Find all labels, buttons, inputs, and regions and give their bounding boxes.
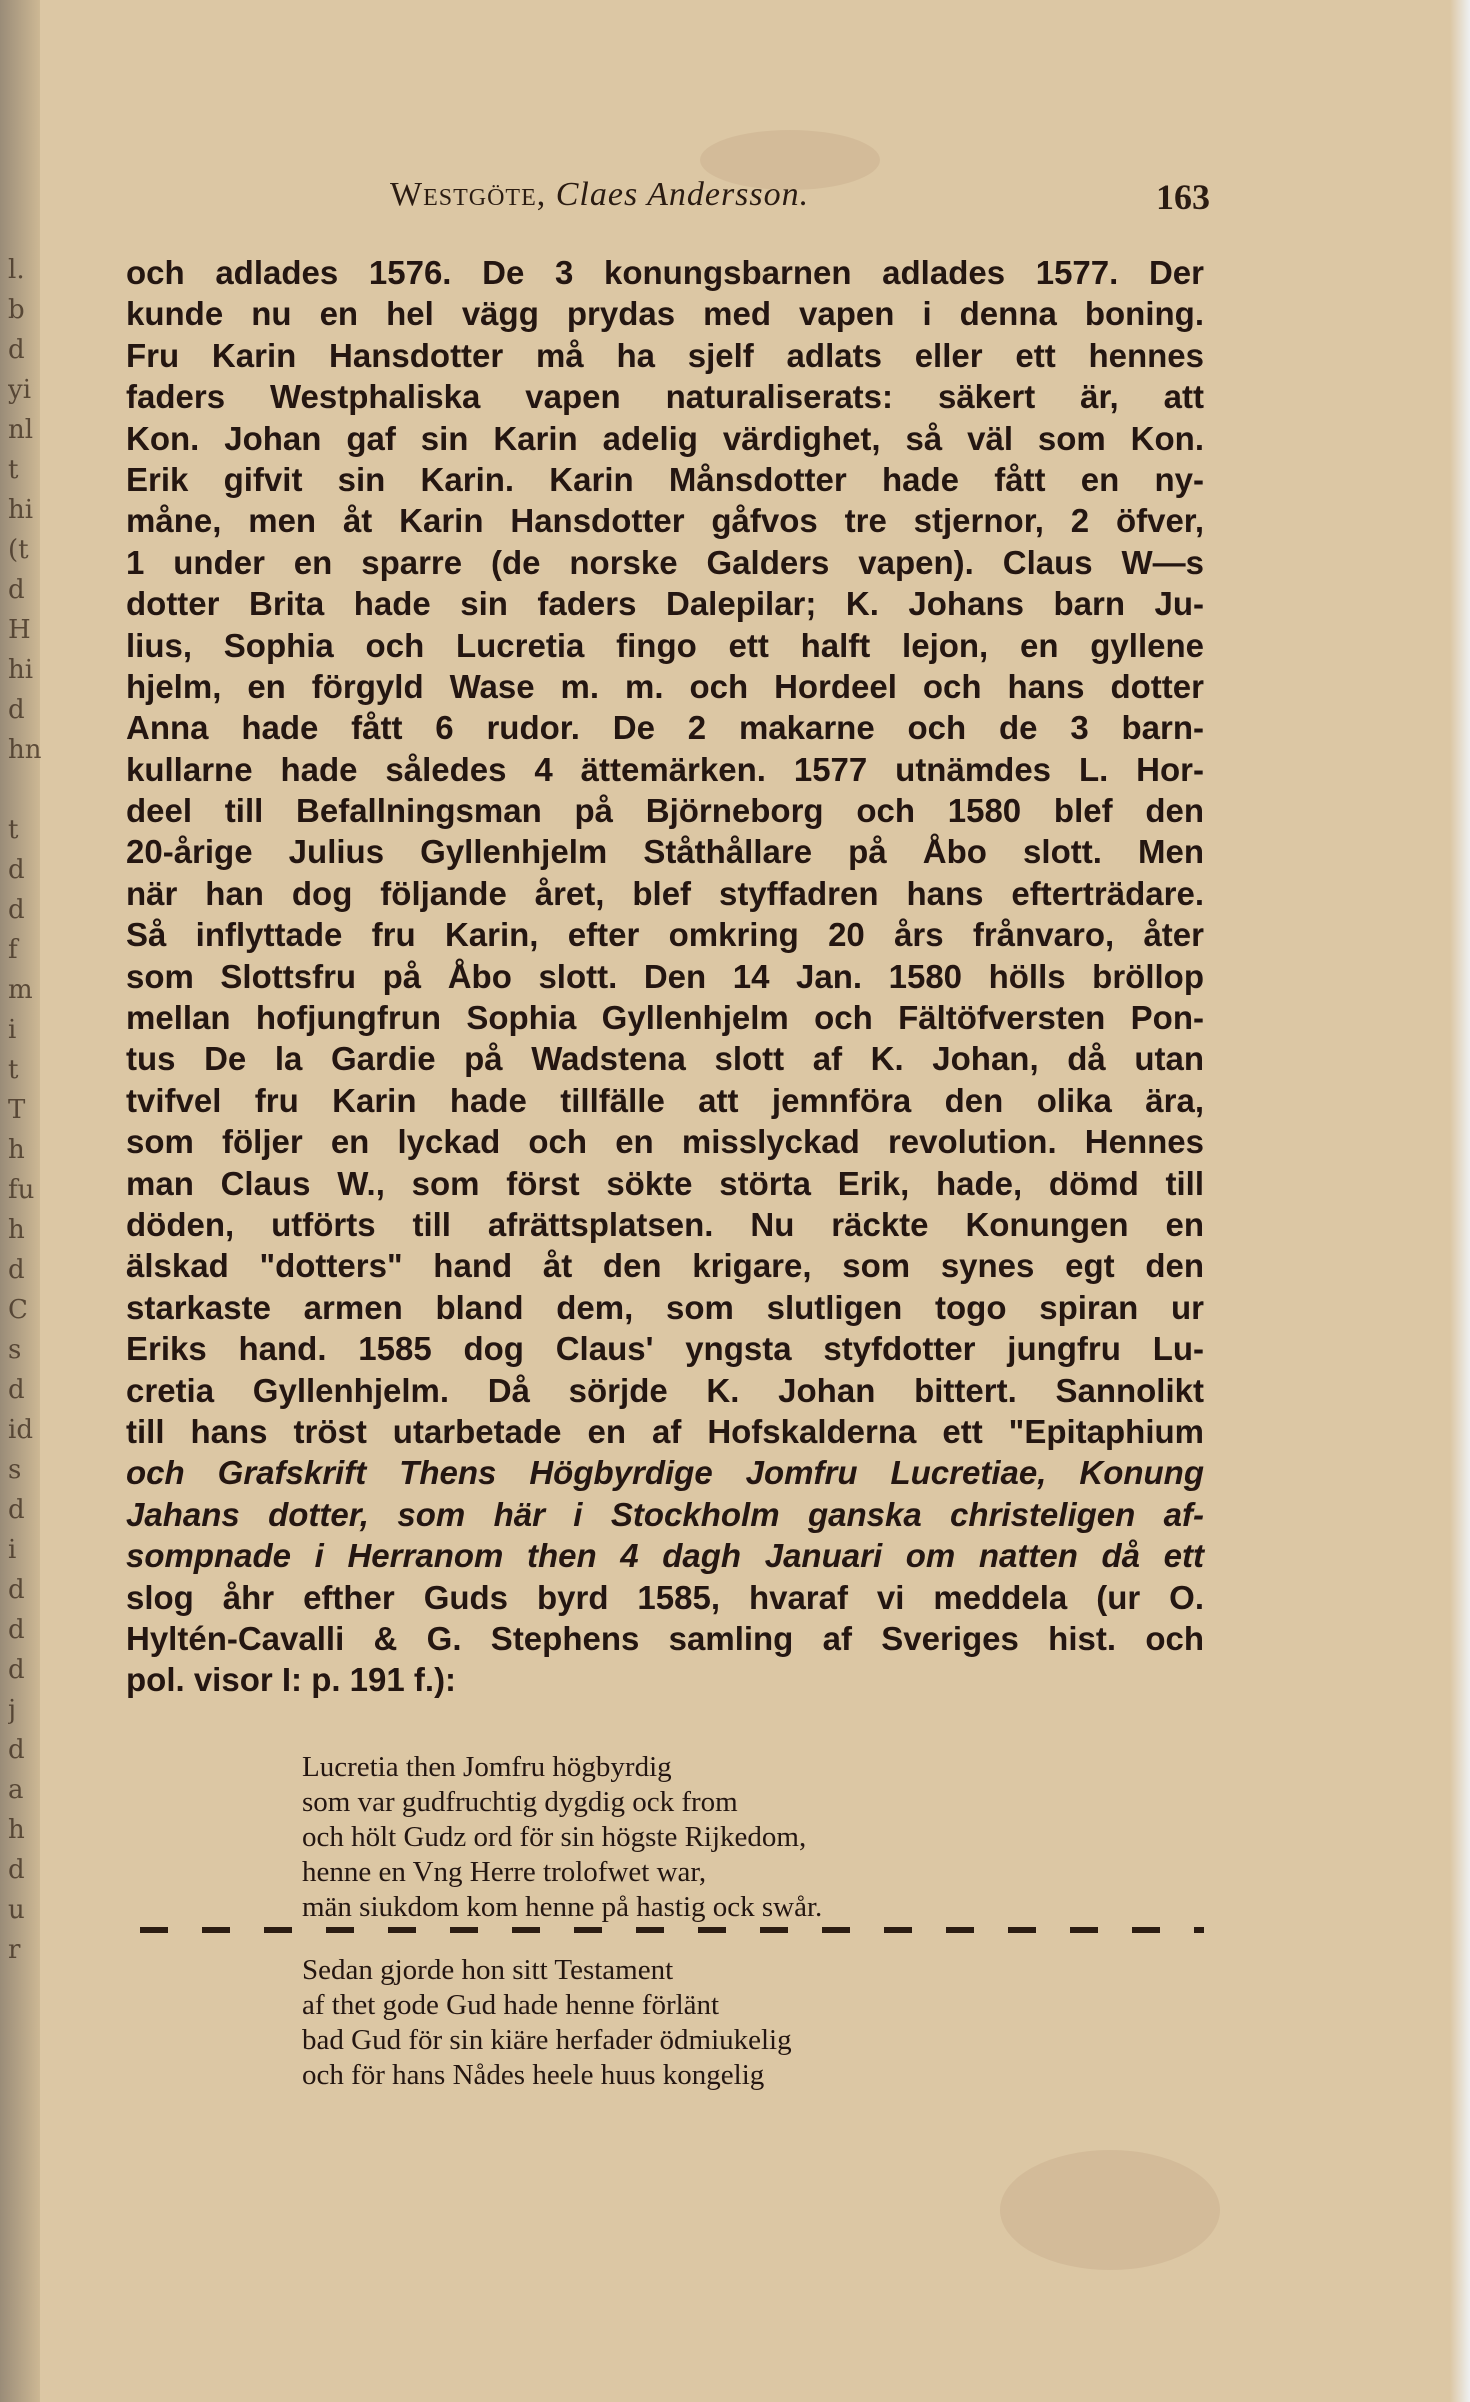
- body-paragraph: [126, 252, 1204, 1701]
- text-line: mellan hofjungfrun Sophia Gyllenhjelm och Fältöfversten Pon-: [126, 999, 1204, 1037]
- poem-line: bad Gud för sin kiäre herfader ödmiukelig: [302, 2024, 792, 2056]
- text-line: Kon. Johan gaf sin Karin adelig värdighet, så väl som Kon.: [126, 419, 1204, 457]
- text-line: Så inflyttade fru Karin, efter omkring 20 års frånvaro, åter: [126, 916, 1204, 954]
- poem-line: Lucretia then Jomfru högbyrdig: [302, 1751, 672, 1783]
- text-line: lius, Sophia och Lucretia fingo ett halft lejon, en gyllene: [126, 626, 1204, 664]
- text-line: kunde nu en hel vägg prydas med vapen i denna boning.: [126, 295, 1204, 333]
- text-line: döden, utförts till afrättsplatsen. Nu räckte Konungen en: [126, 1205, 1204, 1243]
- running-head-subject: Claes Andersson.: [555, 176, 810, 213]
- poem-line: Sedan gjorde hon sitt Testament: [302, 1954, 674, 1986]
- text-line: tvifvel fru Karin hade tillfälle att jemnföra den olika ära,: [126, 1081, 1204, 1119]
- text-line: Hyltén-Cavalli & G. Stephens samling af Sveriges hist. och: [126, 1619, 1204, 1657]
- text-line: som Slottsfru på Åbo slott. Den 14 Jan. 1580 hölls bröllop: [126, 957, 1204, 995]
- poem-line: henne en Vng Herre trolofwet war,: [302, 1856, 707, 1888]
- text-line-italic: och Grafskrift Thens Högbyrdige Jomfru Lucretiae, Konung: [126, 1454, 1204, 1492]
- poem-stanza-2: [302, 1953, 1062, 2093]
- text-line: starkaste armen bland dem, som slutligen togo spiran ur: [126, 1288, 1204, 1326]
- poem-line: och hölt Gudz ord för sin högste Rijkedom,: [302, 1821, 807, 1853]
- text-line: älskad "dotters" hand åt den krigare, som synes egt den: [126, 1247, 1204, 1285]
- text-line: Eriks hand. 1585 dog Claus' yngsta styfdotter jungfru Lu-: [126, 1330, 1204, 1368]
- text-line: man Claus W., som först sökte störta Erik, hade, dömd till: [126, 1164, 1204, 1202]
- text-line: deel till Befallningsman på Björneborg och 1580 blef den: [126, 792, 1204, 830]
- text-line: Anna hade fått 6 rudor. De 2 makarne och de 3 barn-: [126, 709, 1204, 747]
- text-line: 20-årige Julius Gyllenhjelm Ståthållare på Åbo slott. Men: [126, 833, 1204, 871]
- poem-line: af thet gode Gud hade henne förlänt: [302, 1989, 720, 2021]
- text-line: faders Westphaliska vapen naturaliserats: säkert är, att: [126, 378, 1204, 416]
- text-line-italic: Jahans dotter, som här i Stockholm ganska christeligen af-: [126, 1495, 1204, 1533]
- text-line-italic: sompnade i Herranom then 4 dagh Januari om natten då ett: [126, 1537, 1204, 1575]
- text-line: 1 under en sparre (de norske Galders vapen). Claus W—s: [126, 543, 1204, 581]
- text-line: pol. visor I: p. 191 f.):: [126, 1661, 457, 1699]
- text-line: slog åhr efther Guds byrd 1585, hvaraf vi meddela (ur O.: [126, 1578, 1204, 1616]
- page-number: 163: [1156, 177, 1210, 217]
- poem-stanza-1: [302, 1750, 1062, 1925]
- running-head-name: Westgöte,: [390, 176, 547, 213]
- text-line: cretia Gyllenhjelm. Då sörjde K. Johan bittert. Sannolikt: [126, 1371, 1204, 1409]
- running-head: [390, 176, 809, 214]
- text-line: hjelm, en förgyld Wase m. m. och Hordeel och hans dotter: [126, 667, 1204, 705]
- text-line: tus De la Gardie på Wadstena slott af K. Johan, då utan: [126, 1040, 1204, 1078]
- text-line: till hans tröst utarbetade en af Hofskalderna ett "Epitaphium: [126, 1412, 1204, 1450]
- poem-line: och för hans Nådes heele huus kongelig: [302, 2059, 765, 2091]
- running-header: [390, 176, 1210, 226]
- text-line: Erik gifvit sin Karin. Karin Månsdotter hade fått en ny-: [126, 460, 1204, 498]
- page-edge: [1450, 0, 1470, 2402]
- poem-line: män siukdom kom henne på hastig ock swår.: [302, 1891, 823, 1923]
- dash-separator: [140, 1927, 1204, 1933]
- text-line: och adlades 1576. De 3 konungsbarnen adlades 1577. Der: [126, 254, 1204, 291]
- facing-page-bleed: l. b d yi nl t hi (t d H hi d hn t d d f m i t T h fu h d C s d id s d i d d d j d a h d u r: [8, 255, 42, 1965]
- text-line: som följer en lyckad och en misslyckad revolution. Hennes: [126, 1123, 1204, 1161]
- text-line: dotter Brita hade sin faders Dalepilar; K. Johans barn Ju-: [126, 585, 1204, 623]
- poem-line: som var gudfruchtig dygdig ock from: [302, 1786, 738, 1818]
- text-line: kullarne hade således 4 ättemärken. 1577 utnämdes L. Hor-: [126, 750, 1204, 788]
- text-line: Fru Karin Hansdotter må ha sjelf adlats eller ett hennes: [126, 336, 1204, 374]
- paper-stain: [1000, 2150, 1220, 2270]
- text-line: måne, men åt Karin Hansdotter gåfvos tre stjernor, 2 öfver,: [126, 502, 1204, 540]
- text-line: när han dog följande året, blef styffadren hans efterträdare.: [126, 874, 1204, 912]
